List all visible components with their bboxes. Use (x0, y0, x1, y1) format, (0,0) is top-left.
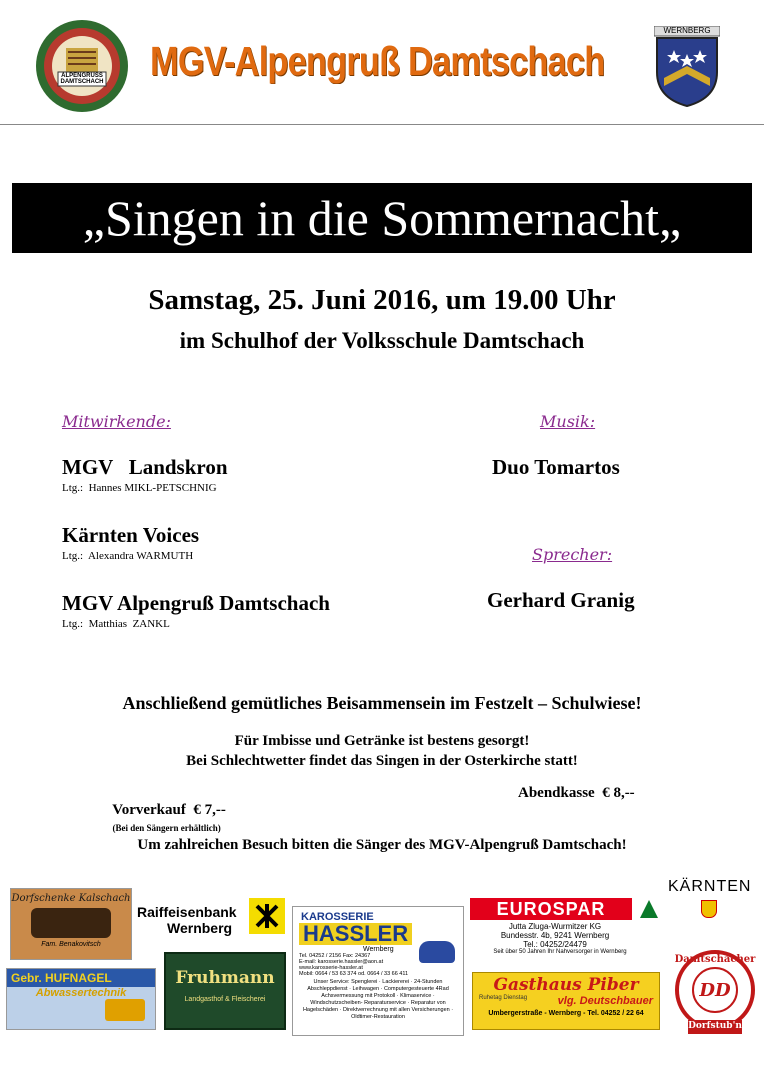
music-heading: Musik: (540, 412, 596, 431)
piber-name: Gasthaus Piber (493, 975, 639, 995)
presale-note: (Bei den Sängern erhältlich) (112, 823, 221, 833)
page-title: MGV-Alpengruß Damtschach (150, 38, 605, 84)
ad-dorfschenke (10, 888, 132, 960)
food-text: Für Imbisse und Getränke ist bestens gesorgt! (234, 733, 530, 749)
speaker-name: Gerhard Granig (487, 588, 635, 612)
mgv-logo-text: ALPENGRUSS DAMTSCHACH (60, 73, 104, 85)
presale-row (105, 785, 226, 836)
eurospar-phone: Tel.: 04252/24479 (523, 940, 587, 949)
ad-hufnagel (6, 968, 156, 1030)
dorfschenke-image (31, 908, 111, 938)
group-2-leader: Ltg.: Alexandra WARMUTH (62, 550, 194, 562)
ad-kaernten (668, 878, 750, 928)
piber-rest: Ruhetag Dienstag (479, 995, 528, 1001)
fruhmann-name: Fruhmann (175, 968, 275, 988)
piber-subrow (473, 995, 659, 1007)
ad-raiffeisen (137, 898, 287, 942)
hufnagel-name: Gebr. HUFNAGEL (7, 969, 155, 987)
ad-eurospar (470, 898, 662, 962)
hassler-contact1: Tel. 04252 / 2156 Fax: 24367 (299, 953, 371, 959)
box-office-price: Abendkasse € 8,-- (518, 785, 635, 801)
ad-hassler (292, 906, 464, 1036)
crest-label: WERNBERG (663, 26, 711, 35)
hassler-top: KAROSSERIE (301, 911, 374, 923)
afterwards-text: Anschließend gemütliches Beisammensein im Festzelt – Schulwiese! (122, 693, 642, 713)
speaker-heading: Sprecher: (532, 545, 613, 564)
mgv-logo (34, 18, 130, 114)
raiffeisen-logo-icon (249, 898, 285, 934)
eurospar-owner: Jutta Zluga-Wurmitzer KG (508, 922, 602, 931)
group-3-leader: Ltg.: Matthias ZANKL (62, 618, 170, 630)
eurospar-tree-icon (640, 900, 658, 918)
dorfstubn-bottom: Dorfstub'n (688, 1021, 742, 1031)
car-icon (419, 941, 455, 963)
fruhmann-sub: Landgasthof & Fleischerei (184, 996, 266, 1003)
piber-sub: vlg. Deutschbauer (557, 995, 653, 1007)
group-1-name: MGV Landskron (62, 455, 228, 479)
hassler-contact4: Mobil: 0664 / 53 63 374 od. 0664 / 33 66 411 (299, 971, 409, 977)
hassler-place: Wernberg (363, 946, 394, 953)
eurospar-brand: EUROSPAR (470, 898, 632, 920)
presale-price: Vorverkauf € 7,-- (112, 802, 226, 818)
event-date: Samstag, 25. Juni 2016, um 19.00 Uhr (148, 284, 616, 316)
invitation-text: Um zahlreichen Besuch bitten die Sänger des MGV-Alpengruß Damtschach! (137, 837, 627, 853)
dorfstubn-mono: DD (699, 980, 731, 1001)
hassler-name: HASSLER (299, 923, 412, 945)
hassler-contact3: www.karosserie-hassler.at (299, 965, 363, 971)
ad-dorfstubn (674, 940, 756, 1036)
dorfschenke-title: Dorfschenke Kalschach (11, 893, 131, 904)
raiffeisen-line1: Raiffeisenbank (137, 904, 237, 920)
header-divider (0, 124, 764, 125)
hassler-service: Unser Service: Spenglerei · Lackiererei · 24-Stunden Abschleppdienst · Leihwagen · Computergesteuerte 4Rad Achsvermessung mit Protokoll · Klimaservice · Windschutzscheiben- Reparaturservice · Reparatur von Hagelschäden · Direktverrechnung mit allen Versicherungen · Oldtimer-Restauration (302, 979, 454, 1020)
kaernten-crest-icon (701, 900, 717, 918)
hufnagel-sub: Abwassertechnik (35, 987, 127, 999)
group-2-name: Kärnten Voices (62, 523, 200, 547)
dorfstubn-top: Damtschacher (674, 954, 756, 965)
truck-icon (105, 999, 145, 1021)
raiffeisen-line2: Wernberg (167, 920, 233, 936)
dorfschenke-sub: Fam. Benakovitsch (41, 941, 101, 948)
performers-heading: Mitwirkende: (62, 412, 171, 431)
group-3-name: MGV Alpengruß Damtschach (62, 591, 330, 615)
eurospar-since: Seit über 50 Jahren Ihr Nahversorger in Wernberg (493, 949, 627, 955)
group-1-leader: Ltg.: Hannes MIKL-PETSCHNIG (62, 482, 217, 494)
ad-piber (472, 972, 660, 1030)
ad-fruhmann (164, 952, 286, 1030)
hassler-contact2: E-mail: karosserie.hassler@aon.at (299, 959, 384, 965)
piber-address: Umbergerstraße - Wernberg - Tel. 04252 / 22 64 (488, 1010, 644, 1017)
eurospar-address: Bundesstr. 4b, 9241 Wernberg (500, 931, 610, 940)
weather-text: Bei Schlechtwetter findet das Singen in der Osterkirche statt! (186, 753, 578, 769)
music-name: Duo Tomartos (492, 455, 620, 479)
event-banner: „Singen in die Sommernacht„ (12, 183, 752, 253)
kaernten-logo-text: KÄRNTEN (668, 878, 752, 895)
event-location: im Schulhof der Volksschule Damtschach (179, 328, 585, 353)
wernberg-crest (654, 26, 720, 108)
